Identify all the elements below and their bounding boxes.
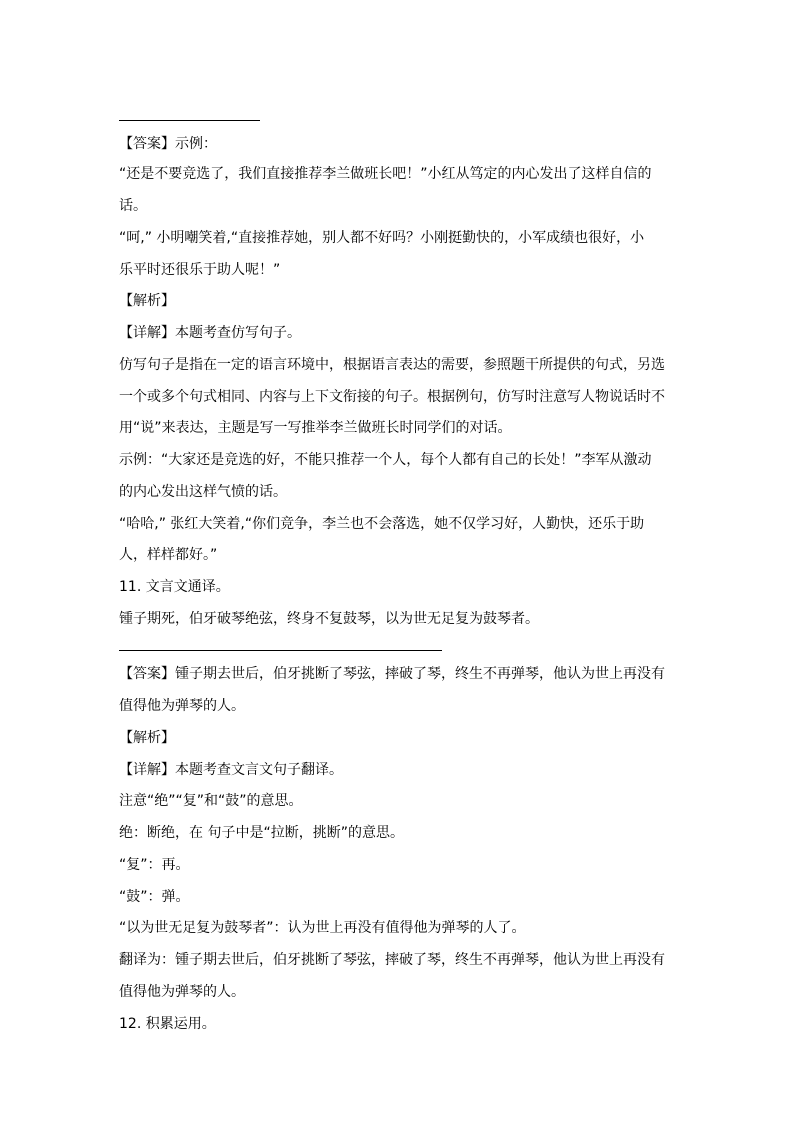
answer-text-line: “还是不要竞选了，我们直接推荐李兰做班长吧！”小红从笃定的内心发出了这样自信的 bbox=[119, 166, 652, 182]
question-12-title: 12. 积累运用。 bbox=[119, 1016, 216, 1032]
explanation-line: 仿写句子是指在一定的语言环境中，根据语言表达的需要，参照题干所提供的句式，另选 bbox=[119, 357, 665, 373]
note-line: 绝：断绝，在 句子中是“拉断，挑断”的意思。 bbox=[119, 825, 404, 841]
answer-label: 【答案】示例： bbox=[119, 136, 217, 152]
answer-text-line: 值得他为弹琴的人。 bbox=[119, 698, 245, 714]
example-line: 的内心发出这样气愤的话。 bbox=[119, 484, 287, 500]
example-line: “哈哈,” 张红大笑着,“你们竞争，李兰也不会落选，她不仅学习好，人勤快，还乐于助 bbox=[119, 516, 645, 532]
answer-text-line: 乐平时还很乐于助人呢！” bbox=[119, 262, 281, 278]
note-line: 注意“绝”“复”和“鼓”的意思。 bbox=[119, 793, 303, 809]
analysis-label: 【解析】 bbox=[119, 293, 175, 309]
answer-text-line: 【答案】锺子期去世后，伯牙挑断了琴弦，摔破了琴，终生不再弹琴，他认为世上再没有 bbox=[119, 666, 665, 682]
note-line: “复”：再。 bbox=[119, 857, 190, 873]
question-11-prompt: 锺子期死，伯牙破琴绝弦，终身不复鼓琴，以为世无足复为鼓琴者。 bbox=[119, 611, 539, 627]
answer-text-line: 话。 bbox=[119, 198, 147, 214]
explanation-line: 一个或多个句式相同、内容与上下文衔接的句子。根据例句，仿写时注意写人物说话时不 bbox=[119, 389, 665, 405]
translation-line: 翻译为：锺子期去世后，伯牙挑断了琴弦，摔破了琴，终生不再弹琴，他认为世上再没有 bbox=[119, 952, 665, 968]
example-line: 人，样样都好。” bbox=[119, 547, 218, 563]
question-11-title: 11. 文言文通译。 bbox=[119, 579, 230, 595]
detail-line: 【详解】本题考查仿写句子。 bbox=[119, 325, 301, 341]
answer-blank-line bbox=[119, 650, 442, 651]
answer-text-line: “呵,” 小明嘲笑着,“直接推荐她，别人都不好吗？小刚挺勤快的，小军成绩也很好，小 bbox=[119, 230, 645, 246]
note-line: “以为世无足复为鼓琴者”：认为世上再没有值得他为弹琴的人了。 bbox=[119, 920, 526, 936]
translation-line: 值得他为弹琴的人。 bbox=[119, 984, 245, 1000]
note-line: “鼓”：弹。 bbox=[119, 889, 190, 905]
explanation-line: 用“说”来表达，主题是写一写推举李兰做班长时同学们的对话。 bbox=[119, 420, 512, 436]
detail-line: 【详解】本题考查文言文句子翻译。 bbox=[119, 762, 343, 778]
example-line: 示例：“大家还是竞选的好，不能只推荐一个人，每个人都有自己的长处！”李军从激动 bbox=[119, 452, 652, 468]
analysis-label: 【解析】 bbox=[119, 730, 175, 746]
answer-blank-line bbox=[119, 120, 260, 121]
